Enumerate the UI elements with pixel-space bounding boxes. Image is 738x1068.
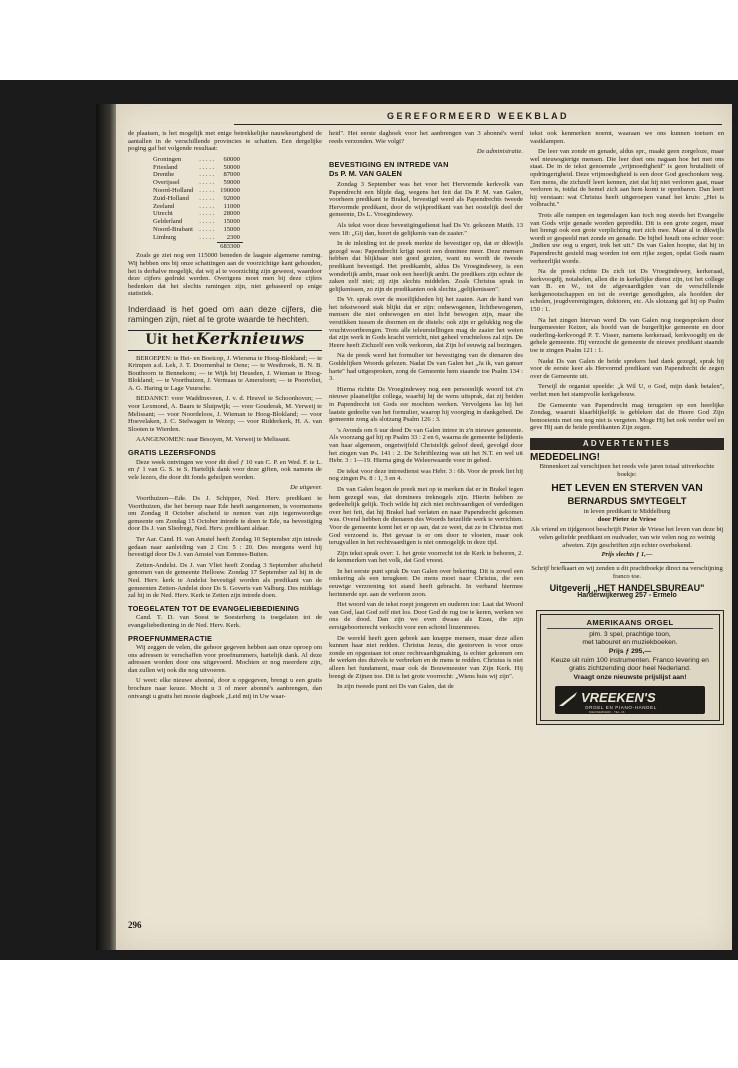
col3-paragraph-7: Terwijl de organist speelde: „k Wil U, o God, mijn dank betalen", verliet men het stampvolle kerkgebouw. xyxy=(530,383,724,398)
continued-paragraph: heid". Het eerste dagboek voor het aanbrengen van 3 abonné's werd reeds verzonden. Wie volgt? xyxy=(329,130,523,145)
province-table xyxy=(150,156,243,251)
col3-paragraph-5: Na het zingen hiervan werd Ds van Galen nog toegesproken door burgemeester Keizer, als hoofd van de burgerlijke gemeente en door ouderling-kerkvoogd P. T. Visser, namens kerkeraad, kerkvoogdij en de gehele gemeente. Hij verzocht de gemeente de nieuwe predikant staande toe te zingen Psalm 121 : 1. xyxy=(530,316,724,355)
province-value: 50000 xyxy=(223,163,240,171)
ad-subtitle-1: in leven predikant te Middelburg xyxy=(583,508,671,516)
province-leader: . . . . . xyxy=(199,179,215,187)
advertenties-bar: ADVERTENTIES xyxy=(530,438,724,450)
proefnummer-paragraph-1: Wij zeggen de velen, die gehoor gegeven hebben aan onze oproep om ons adressen te verschaffen voor proefnummers, hartelijk dank. Al deze adressen worden door ons uitgevoerd. Mochten er nog meerdere zijn, dan zullen wij ook die nog uitvoeren. xyxy=(128,644,322,674)
col3-paragraph-1: tekst ook kenmerken noemt, waaraan we ons kunnen toetsen en vastklampen. xyxy=(530,130,724,145)
col2-paragraph-3: In de inleiding tot de preek merkte de bevestiger op, dat er dikwijls gezegd was: Papendrecht krijgt nooit een dominee meer. Deze mensen hebben dat blijkbaar niet goed gezien, want nu wordt de tweede predikant bevestigd. Het predikambt, aldus Ds Vroegindewey, is een wonderlijk ambt, maar ook een heerlijk ambt. De predikers zijn echter de zaken zelf niet; zij zijn slechts middelen. Zoals Christus sprak in gelijkenissen, zo zijn de predikanten ook slechts „gelijkenissen". xyxy=(329,240,523,293)
book-binding xyxy=(96,104,116,950)
ad-price: Prijs slechts ƒ 1,— xyxy=(601,551,653,559)
column-1 xyxy=(128,130,322,703)
logo-name: VREEKEN'S xyxy=(581,690,656,706)
province-value: 92000 xyxy=(223,194,240,202)
col2-paragraph-6: Hierna richtte Ds Vroegindewey nog een persoonlijk woord tot z'n nieuwe plaatselijke collega, waarbij hij de wens uitsprak, dat zij beiden in Papendrecht tot Gods eer mochten werken. Vervolgens las hij het laatste gedeelte van het formulier, waarop hij voorging in dankgebed. De gemeente zong als slotzang Psalm 126 : 3. xyxy=(329,385,523,424)
province-row xyxy=(150,164,243,172)
newspaper-page xyxy=(116,104,732,950)
col3-paragraph-2: De leer van zonde en genade, aldus spr., maakt geen zorgeloze, maar wel nieuwsgierige mensen. Die leer doet ons nagaan hoe het met ons staat. De in de tekst genoemde „vrijmoedigheid" is geen brutaliteit of opdringerigheid. Deze vrijmoedigheid is een door God geschonken weg. Een mens, die zichzelf leert kennen, ziet dat hij niet verloren gaat, maar verloren is, totdat de hemel zich aan hem komt te openbaren. Dan leert hij verstaan: wat Christus heeft uitgeroepen vanaf het kruis: „Het is volbracht." xyxy=(530,148,724,209)
province-row xyxy=(150,187,243,195)
voorthuizen-paragraph: Voorthuizen—Ede. Ds J. Schipper, Ned. Herv. predikant te Voorthuizen, die het beroep naar Ede heeft aangenomen, is voornemens om Zondag 8 October afscheid te nemen van zijn tegenwoordige gemeente om Zondag 15 October intrede te doen te Ede, na bevestiging door Ds J. van Sliedregt, Ned. Herv. predikant aldaar. xyxy=(128,495,322,533)
vreekens-logo-graphic xyxy=(555,686,705,714)
proefnummer-heading: PROEFNUMMERACTIE xyxy=(128,633,213,643)
orgel-advertisement xyxy=(536,610,724,725)
province-leader: . . . . . xyxy=(199,163,215,171)
province-value: 59000 xyxy=(223,179,240,187)
vreekens-logo xyxy=(555,686,705,714)
banner-prefix: Uit het xyxy=(145,330,195,348)
ad-subtitle-2: door Pieter de Vriese xyxy=(597,516,657,524)
province-row xyxy=(150,210,243,218)
province-total: 683300 xyxy=(217,242,243,250)
toegelaten-heading: TOEGELATEN TOT DE EVANGELIEBEDIENING xyxy=(128,603,300,613)
province-value: 87000 xyxy=(223,171,240,179)
bevestiging-heading: BEVESTIGING EN INTREDE VAN xyxy=(329,159,449,169)
province-name: Gelderland xyxy=(153,218,183,226)
province-row xyxy=(150,156,243,164)
scan-background xyxy=(0,80,738,960)
ad-intro: Binnenkort zal verschijnen het reeds vele jaren totaal uitverkochte boekje: xyxy=(539,463,715,479)
province-name: Zuid-Holland xyxy=(153,194,189,202)
ad-body: Als vriend en tijdgenoot beschrijft Pieter de Vriese het leven van deze bij velen geliefde predikant en oudvader, van wie velen nog zo weinig afweten. Zijn geschriften zijn echter overbekend. xyxy=(530,526,724,550)
zetten-paragraph: Zetten-Andelst. Ds J. van Vliet heeft Zondag 3 September afscheid genomen van de gemeente Hellouw. Zondag 17 September zal hij in de Ned. Herv. kerk te Andelst bevestigd worden als predikant van de gemeenten Zetten-Andelst door Ds S. Goverts van Valburg. Des middags zal hij in de Ned. Herv. Kerk te Zetten zijn intrede doen. xyxy=(128,561,322,600)
ad-title-2: BERNARDUS SMYTEGELT xyxy=(567,495,687,507)
province-value: 15000 xyxy=(223,218,240,226)
orgel-line-2: met tabouret en muziekboeken. xyxy=(582,639,678,647)
col3-paragraph-3: Trots alle rampen en tegenslagen kan toch nog steeds het Evangelie van Gods vrije genade worden gepredikt. Dit is een grote zegen, maar het brengt ook een grote verplichting met zich mee. Maar al te dikwijls wordt er gespeeld met zonde en genade. De bijbel houdt ons echter voor: „Indien uw oog u ergert, trek het uit." Ds van Galen hoopte, dat hij in Papendrecht gesteld mag worden tot een rijke zegen, opdat Gods naam verheerlijkt worde. xyxy=(530,211,724,265)
province-value: 15000 xyxy=(223,225,240,233)
uitgever-signature: De uitgever. xyxy=(290,484,322,492)
province-row xyxy=(150,218,243,226)
kerknieuws-banner xyxy=(128,330,322,351)
after-table-paragraph: Zoals ge ziet nog een 115000 beneden de laagste algemene raming. Wij hebben ons bij onze schattingen aan de voorzichtige kant gehouden, het is derhalve mogelijk, dat wij al te voorzichtig zijn geweest, waardoor deze cijfers gedrukt werden. Overigens moet men bij deze cijfers bedenken dat het slechts ramingen zijn, niet gebaseerd op enige statistiek. xyxy=(128,252,322,298)
teraar-paragraph: Ter Aar. Cand. H. van Amstel heeft Zondag 10 September zijn intrede gedaan naar aanleiding van 2 Cor. 5 : 20. Des morgens werd hij bevestigd door Ds J. van Amstel van Eemnes-Buiten. xyxy=(128,535,322,559)
province-value: 11000 xyxy=(223,202,240,210)
mededeling-heading: MEDEDELING! xyxy=(530,451,600,463)
col3-paragraph-6: Nadat Ds van Galen de beide sprekers had dank gezegd, sprak hij voor de eerste keer als Hervormd predikant van Papendrecht de zegen over de Gemeente uit. xyxy=(530,357,724,380)
province-leader: . . . . . xyxy=(199,225,215,233)
lezersfonds-paragraph: Deze week ontvingen we voor dit doel ƒ 10 van C. P. en Wed. F. te L. en ƒ 1 van G. S. te S. Hartelijk dank voor deze giften, ook namens de vele lezers, die door dit fonds geholpen worden. xyxy=(128,458,322,481)
col2-paragraph-2: Als tekst voor deze bevestigingsdienst had Ds Vr. gekozen Matth. 13 vers 18: „Gij dan, hoort de gelijkenis van de zaaier." xyxy=(329,221,523,237)
province-value: 28000 xyxy=(223,210,240,218)
province-leader: . . . . . xyxy=(199,234,215,241)
logo-address: NIEUWERKERK · TEL. 16 xyxy=(589,710,625,715)
orgel-line-3: Keuze uit ruim 100 instrumenten. Franco levering en gratis zichtzending door heel Nederland. xyxy=(551,656,709,673)
province-total-row xyxy=(150,242,243,250)
banner-script: Kerknieuws xyxy=(195,328,305,348)
province-row xyxy=(150,171,243,179)
province-name: Utrecht xyxy=(153,210,173,218)
province-row xyxy=(150,226,243,234)
col2-paragraph-13: De wereld heeft geen gebrek aan knappe mensen, maar deze allen kunnen haar niet redden. Christus Jezus, die gestorven is voor onze zonde en opgestaan tot onze rechtvaardigmaking, is echter gekomen om de werken des duivels te verbreken en de mens te redden. Christus is niet alleen het fundament, maar ook de Bouwmeester van Zijn Kerk. Hij brengt de Zijnen toe. Dit is het grote voorrecht: „Wiens huis wij zijn". xyxy=(329,634,523,680)
province-name: Limburg xyxy=(153,234,176,241)
col2-paragraph-4: Ds Vr. sprak over de moeilijkheden bij het zaaien. Aan de hand van het tekstwoord stak blijkt dat er zijn: onbewogenen, lichtbewogenen, mensen die niet onbewogen en niet licht bewogen zijn, maar die verstikken tussen de doornen en de distels: ook zijn er gelukkig nog die vruchtvoortbrengen. Trots alle teleurstellingen mag de zaaier het weten dat zijn werk in Gods kracht verricht, niet geheel vruchteloos zal zijn. De Heere heeft Zichzelf een volk verkoren, dat Zijn lof eeuwig zal bezingen. xyxy=(329,296,523,349)
running-head: GEREFORMEERD WEEKBLAD xyxy=(234,110,722,125)
province-name: Noord-Brabant xyxy=(153,225,193,233)
lezersfonds-heading: GRATIS LEZERSFONDS xyxy=(128,448,217,458)
logo-sub: ORGEL EN PIANO-HANDEL xyxy=(585,705,657,711)
province-name: Drenthe xyxy=(153,171,175,179)
proefnummer-paragraph-2: U weet: elke nieuwe abonné, door u opgegeven, brengt u een gratis brochure naar keuze. Mocht u 3 of meer abonné's aanbrengen, dan ontvangt u gratis het mooie dagboek „Leid mij in Uw waar- xyxy=(128,677,322,700)
col3-paragraph-8: De Gemeente van Papendrecht mag terugzien op een heerlijke Zondag, waaruit klaarblijkelijk is gebleken dat de Heere God Zijn bemoeienis met ons nog niet is vergeten. Moge Hij het ook verder wel en geve Hij aan de beide predikanten Zijn zegen. xyxy=(530,401,724,432)
province-leader: . . . . . xyxy=(199,171,215,179)
column-3 xyxy=(530,130,724,725)
province-row xyxy=(150,234,243,242)
province-row xyxy=(150,203,243,211)
ad-publisher: Uitgeverij „HET HANDELSBUREAU" xyxy=(549,583,705,594)
aangenomen-paragraph: AANGENOMEN: naar Besoyen, M. Verweij te Melissant. xyxy=(136,436,291,444)
province-value: 190000 xyxy=(220,186,240,194)
province-leader: . . . . . xyxy=(199,186,215,194)
province-name: Friesland xyxy=(153,163,178,171)
col2-paragraph-9: Ds van Galen begon de preek met op te merken dat er in Brakel tegen hem gezegd was, dat dominees treknogels zijn. Hierin hebben ze gedeeltelijk gelijk. Toch wilde hij zich niet rechtvaardigen of verdedigen over het feit, dat hij Brakel had verlaten en naar Papendrecht gekomen was. Overal hebben de dienaren des Woords hetzelfde werk te verrichten. Voor de gemeente komt het er op aan, dat ze weet, dat ze in Christus met God verzoend is. Het gevaar is er om door te vloeien, maar ook terugvallen in het rechtvaardigen is niet onmogelijk in deze tijd. xyxy=(329,485,523,547)
col2-paragraph-12: Het woord van de tekst roept jongeren en ouderen toe: Laat dat Woord van God, laat God zelf niet los. Door God de rug toe te keren, werken we ons de dood. Dan zijn we even dwaas als Ezau, die zijn eerstgeboorterecht verkocht voor een schotel linzenmoes. xyxy=(329,601,523,632)
province-value: 60000 xyxy=(223,155,240,163)
province-leader: . . . . . xyxy=(199,202,215,210)
admin-signature: De administratie. xyxy=(476,148,523,156)
intro-paragraph: de plaatsen, is het mogelijk met enige betrekkelijke nauwkeurigheid de aantallen in de verschillende provincies te schatten. Een dergelijke poging gaf het volgende resultaat: xyxy=(128,130,322,153)
column-2 xyxy=(329,130,523,694)
bedankt-paragraph: BEDANKT: voor Waddinxveen, J. v. d. Heuvel te Schoonhoven; — voor Lexmond, A. Baars te Sluipwijk; — voor Gouderak, M. Verweij te Melissant; — voor Noordeloos, J. Wieman te Hoog-Blokland; — voor Hoevelaken, J. C. Stelwagen te Wezep; — voor Ridderkerk, H. A. van Slooten te Wierden. xyxy=(128,395,322,433)
orgel-ask: Vraagt onze nieuwste prijslijst aan! xyxy=(573,673,687,681)
col2-paragraph-14: In zijn tweede punt zei Ds van Galen, dat de xyxy=(337,683,454,691)
ad-order: Schrijf briefkaart en wij zenden u dit prachtboekje direct na verschijning franco toe. xyxy=(531,565,723,581)
book-advertisement xyxy=(530,463,724,600)
bevestiging-subheading: Ds P. M. VAN GALEN xyxy=(329,169,402,179)
province-leader: . . . . . xyxy=(199,218,215,226)
ad-address: Harderwijkerweg 257 - Ermelo xyxy=(577,592,677,600)
col2-paragraph-11: In het eerste punt sprak Ds van Galen over bekering. Dit is zowel een omkering als een terugkeer. De mens moet naar Christus, die een eeuwige verzoening tot stand heeft gebracht. In verband hiermee herinnerde spr. aan de verloren zoon. xyxy=(329,567,523,598)
province-leader: . . . . . xyxy=(199,210,215,218)
province-name: Groningen xyxy=(153,155,182,163)
province-name: Overijssel xyxy=(153,179,180,187)
page-number: 296 xyxy=(128,920,142,930)
province-name: Noord-Holland xyxy=(153,186,194,194)
col2-paragraph-8: De tekst voor deze intreedienst was Hebr. 3 : 6b. Voor de preek liet hij nog zingen Ps. 8 : 1, 3 en 4. xyxy=(329,467,523,483)
province-row xyxy=(150,179,243,187)
toegelaten-paragraph: Cand. T. D. van Soest te Soesterberg is toegelaten tot de evangeliebediening in de Ned. Herv. Kerk. xyxy=(128,614,322,629)
col3-paragraph-4: Na de preek richtte Ds zich tot Ds Vroegindewey, kerkeraad, kerkvoogdij, notabelen, allen die in kerkelijke dienst zijn, tot het college van B. en W., tot de afgevaardigden van de verschillende kerkgenootschappen en tot de overige genodigden, als hoofden der scholen, jeugdverenigingen, doktoren, etc. Als slotzang gaf hij op Psalm 150 : 1. xyxy=(530,268,724,314)
orgel-price: Prijs ƒ 295,— xyxy=(608,647,652,655)
province-leader: . . . . . xyxy=(199,194,215,202)
orgel-heading: AMERIKAANS ORGEL xyxy=(547,619,713,629)
ad-title-1: HET LEVEN EN STERVEN VAN xyxy=(551,483,703,495)
col2-paragraph-7: 's Avonds om 6 uur deed Ds van Galen intree in z'n nieuwe gemeente. Als voorzang gaf hij op Psalm 33 : 2 en 6, waarna de gemeente belijdenis van haar algemeen, ongetwijfeld Christelijk geloof deed, gevolgd door het zingen van Ps. 141 : 2. De Schriftlezing was uit het N.T. en wel uit Hebr. 3 : 1—19. Hierna ging de Weleerwaarde voor in gebed. xyxy=(329,426,523,465)
orgel-line-1: plm. 3 spel, prachtige toon, xyxy=(589,630,671,638)
col2-paragraph-5: Na de preek werd het formulier ter bevestiging van de dienaren des Goddelijken Woords gelezen. Nadat Ds van Galen het „Ja ik, van ganser harte" had uitgesproken, zong de Gemeente hem staande toe Psalm 134 : 3. xyxy=(329,352,523,383)
col2-paragraph-1: Zondag 3 September was het voor het Hervormde kerkvolk van Papendrecht een blijde dag, wegens het feit dat Ds P. M. van Galen, voorheen predikant te Brakel, bevestigd werd als Papendrechts tweede Hervormde predikant, door de wijkpredikant van het oostelijk deel der gemeente, Ds L. Vroegindewey. xyxy=(329,180,523,219)
province-name: Zeeland xyxy=(153,202,175,210)
col2-paragraph-10: Zijn tekst sprak over: 1. het grote voorrecht tot de Kerk te behoren, 2. de kenmerken van het volk, dat God vreest. xyxy=(329,549,523,565)
province-row xyxy=(150,195,243,203)
province-value: 2300 xyxy=(226,233,240,241)
province-leader: . . . . . xyxy=(199,155,215,163)
beroepen-paragraph: BEROEPEN: te Hei- en Boeicop, J. Wiersma te Hoog-Blokland; — te Krimpen a.d. Lek, J. T. Doornenbal te Oene; — te Westbroek, B. N. B. Bouthoorn te Bennekom; — te Wijk bij Heusden, J. Wieman te Hoog-Blokland; — te Voorthuizen, J. Vermaas te Amersfoort; — te Poortvliet, A. G. Haring te Lage Vuursche. xyxy=(128,354,322,392)
pull-quote: Inderdaad is het goed om aan deze cijfers, die ramingen zijn, niet al te grote waarde te hechten. xyxy=(128,303,322,324)
